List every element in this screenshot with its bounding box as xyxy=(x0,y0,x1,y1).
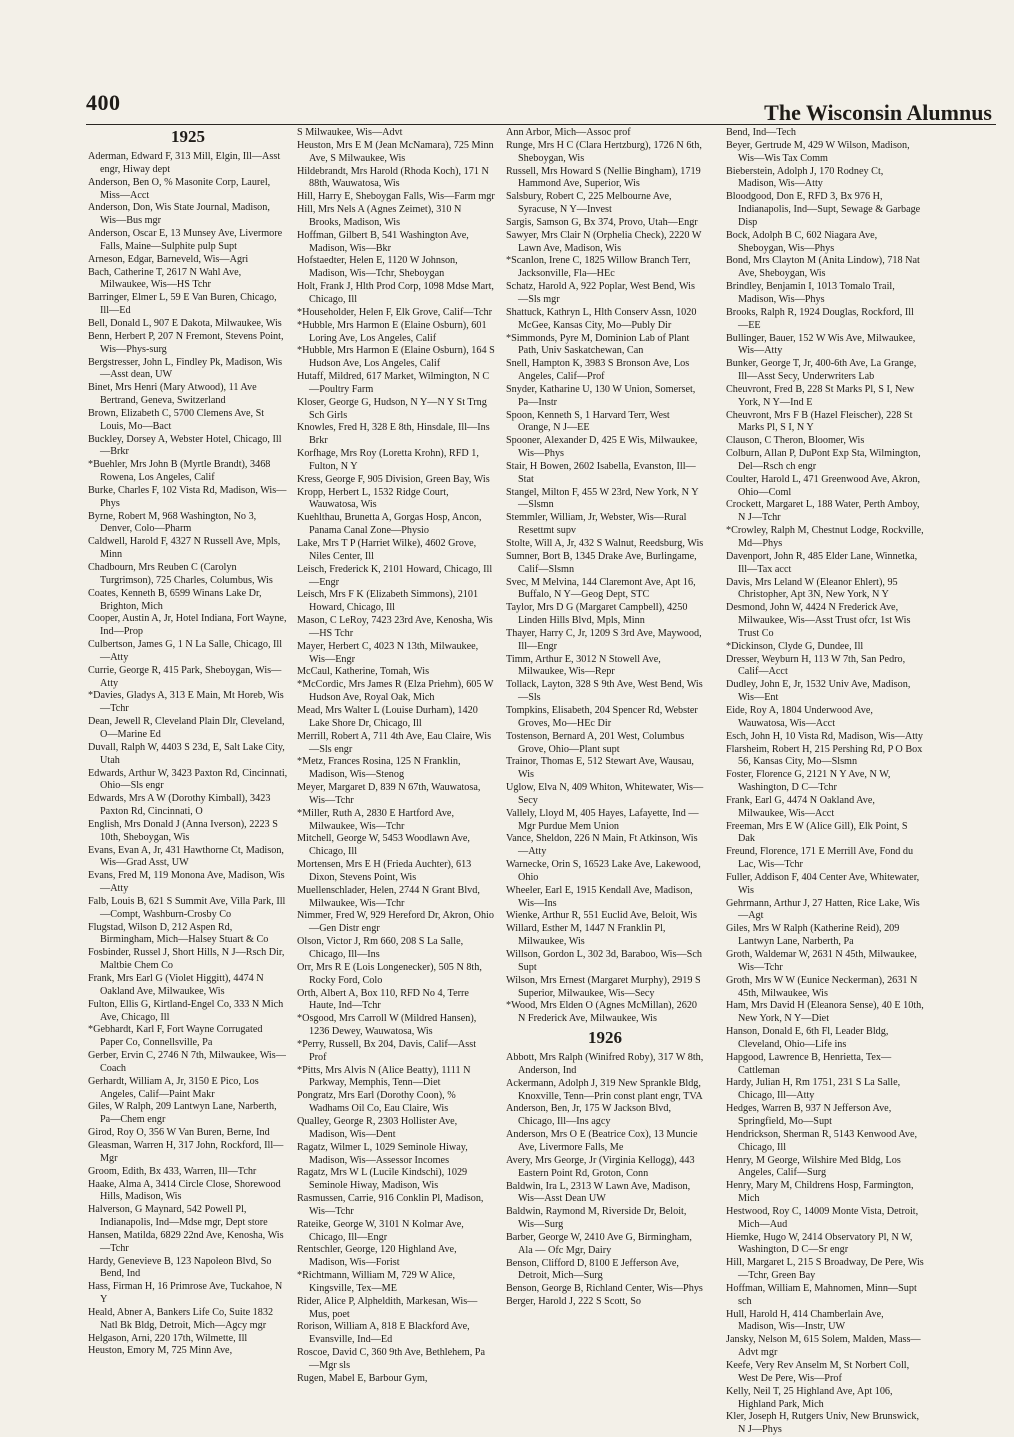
directory-entry: Mayer, Herbert C, 4023 N 13th, Milwaukee, Wis—Engr xyxy=(297,640,479,665)
directory-entry: Evans, Fred M, 119 Monona Ave, Madison, Wis—Atty xyxy=(88,870,285,895)
directory-entry: Ackermann, Adolph J, 319 New Sprankle Bldg, Knoxville, Tenn—Prin const plant engr, TVA xyxy=(506,1077,703,1102)
directory-entry: Arneson, Edgar, Barneveld, Wis—Agri xyxy=(88,253,249,265)
directory-entry: Hestwood, Roy C, 14009 Monte Vista, Detroit, Mich—Aud xyxy=(726,1205,919,1230)
directory-entry: Henry, Mary M, Childrens Hosp, Farmington, Mich xyxy=(726,1180,914,1205)
directory-entry: Binet, Mrs Henri (Mary Atwood), 11 Ave Bertrand, Geneva, Switzerland xyxy=(88,382,257,407)
directory-entry: *Hubble, Mrs Harmon E (Elaine Osburn), 164 S Hudson Ave, Los Angeles, Calif xyxy=(297,345,495,370)
directory-entry: Heuston, Emory M, 725 Minn Ave, xyxy=(88,1345,233,1357)
directory-entry: Barringer, Elmer L, 59 E Van Buren, Chicago, Ill—Ed xyxy=(88,292,277,317)
directory-entry: Heald, Abner A, Bankers Life Co, Suite 1832 Natl Bk Bldg, Detroit, Mich—Agcy mgr xyxy=(88,1306,274,1331)
directory-entry: Benn, Herbert P, 207 N Fremont, Stevens Point, Wis—Phys-surg xyxy=(88,330,284,355)
directory-entry: Rider, Alice P, Alpheldith, Markesan, Wis—Mus, poet xyxy=(297,1295,478,1320)
directory-entry: Uglow, Elva N, 409 Whiton, Whitewater, Wis—Secy xyxy=(506,782,704,806)
directory-entry: Baldwin, Raymond M, Riverside Dr, Beloit, Wis—Surg xyxy=(506,1206,687,1231)
directory-entry: Dudley, John E, Jr, 1532 Univ Ave, Madison, Wis—Ent xyxy=(726,679,911,704)
directory-entry: Anderson, Oscar E, 13 Munsey Ave, Livermore Falls, Maine—Sulphite pulp Supt xyxy=(88,228,283,252)
directory-entry: Benson, Clifford D, 8100 E Jefferson Ave, Detroit, Mich—Surg xyxy=(506,1257,679,1282)
class-year-heading: 1925 xyxy=(171,127,205,146)
directory-entry: Wheeler, Earl E, 1915 Kendall Ave, Madison, Wis—Ins xyxy=(506,884,693,909)
class-year-heading: 1926 xyxy=(588,1028,622,1048)
directory-entry: *Perry, Russell, Bx 204, Davis, Calif—Asst Prof xyxy=(297,1038,477,1063)
directory-entry: Wilson, Mrs Ernest (Margaret Murphy), 2919 S Superior, Milwaukee, Wis—Secy xyxy=(506,974,701,999)
directory-entry: Orth, Albert A, Box 110, RFD No 4, Terre Haute, Ind—Tchr xyxy=(297,987,469,1012)
directory-entry: Clauson, C Theron, Bloomer, Wis xyxy=(726,435,865,447)
directory-entry: Trainor, Thomas E, 512 Stewart Ave, Wausau, Wis xyxy=(506,756,694,781)
directory-entry: Sumner, Bort B, 1345 Drake Ave, Burlingame, Calif—Slsmn xyxy=(506,550,697,575)
directory-entry: Cheuvront, Fred B, 228 St Marks Pl, S I, New York, N Y—Ind E xyxy=(726,383,915,408)
directory-entry: *Dickinson, Clyde G, Dundee, Ill xyxy=(726,640,864,652)
directory-entry: Orr, Mrs R E (Lois Longenecker), 505 N 8th, Rocky Ford, Colo xyxy=(297,961,482,986)
directory-entry: Culbertson, James G, 1 N La Salle, Chicago, Ill—Atty xyxy=(88,639,283,663)
directory-entry: Sawyer, Mrs Clair N (Orphelia Check), 2220 W Lawn Ave, Madison, Wis xyxy=(506,229,702,254)
directory-entry: Abbott, Mrs Ralph (Winifred Roby), 317 W 8th, Anderson, Ind xyxy=(506,1052,704,1076)
directory-entry: Muellenschlader, Helen, 2744 N Grant Blvd, Milwaukee, Wis—Tchr xyxy=(297,884,480,909)
directory-entry: Hoffman, Gilbert B, 541 Washington Ave, Madison, Wis—Bkr xyxy=(297,229,469,254)
directory-entry: Hansen, Matilda, 6829 22nd Ave, Kenosha, Wis—Tchr xyxy=(88,1229,284,1254)
entry-list xyxy=(726,127,924,1437)
directory-entry: Vance, Sheldon, 226 N Main, Ft Atkinson, Wis—Atty xyxy=(506,833,698,858)
directory-entry: Groth, Mrs W W (Eunice Neckerman), 2631 N 45th, Milwaukee, Wis xyxy=(726,974,918,999)
directory-entry: Hass, Firman H, 16 Primrose Ave, Tuckahoe, N Y xyxy=(88,1281,283,1306)
directory-entry: Bock, Adolph B C, 602 Niagara Ave, Sheboygan, Wis—Phys xyxy=(726,229,878,254)
directory-entry: Barber, George W, 2410 Ave G, Birmingham, Ala — Ofc Mgr, Dairy xyxy=(506,1231,692,1256)
directory-entry: Eide, Roy A, 1804 Underwood Ave, Wauwatosa, Wis—Acct xyxy=(726,704,873,729)
directory-entry: Freund, Florence, 171 E Merrill Ave, Fond du Lac, Wis—Tchr xyxy=(726,846,914,871)
directory-entry: Gleasman, Warren H, 317 John, Rockford, Ill—Mgr xyxy=(88,1139,284,1164)
directory-entry: Tostenson, Bernard A, 201 West, Columbus Grove, Ohio—Plant supt xyxy=(506,730,685,755)
directory-entry: Timm, Arthur E, 3012 N Stowell Ave, Milwaukee, Wis—Repr xyxy=(506,653,661,678)
directory-entry: Kropp, Herbert L, 1532 Ridge Court, Wauwatosa, Wis xyxy=(297,486,449,511)
directory-entry: *Metz, Frances Rosina, 125 N Franklin, Madison, Wis—Stenog xyxy=(297,756,461,781)
directory-entry: Shattuck, Kathryn L, Hlth Conserv Assn, 1020 McGee, Kansas City, Mo—Publy Dir xyxy=(506,306,697,331)
directory-entry: Fuller, Addison F, 404 Center Ave, Whitewater, Wis xyxy=(726,871,920,896)
entry-list xyxy=(297,127,495,1386)
column-1 xyxy=(88,127,288,1358)
directory-entry: Thayer, Harry C, Jr, 1209 S 3rd Ave, Maywood, Ill—Engr xyxy=(506,627,702,652)
directory-entry: Jansky, Nelson M, 615 Solem, Malden, Mass—Advt mgr xyxy=(726,1334,921,1359)
directory-entry: Baldwin, Ira L, 2313 W Lawn Ave, Madison, Wis—Asst Dean UW xyxy=(506,1180,691,1205)
directory-entry: Sargis, Samson G, Bx 374, Provo, Utah—Engr xyxy=(506,216,698,228)
directory-entry: Girod, Roy O, 356 W Van Buren, Berne, Ind xyxy=(88,1127,270,1139)
directory-entry: Coates, Kenneth B, 6599 Winans Lake Dr, Brighton, Mich xyxy=(88,587,262,612)
directory-entry: Falb, Louis B, 621 S Summit Ave, Villa Park, Ill—Compt, Washburn-Crosby Co xyxy=(88,895,286,920)
directory-entry: Haake, Alma A, 3414 Circle Close, Shorewood Hills, Madison, Wis xyxy=(88,1178,281,1203)
directory-entry: Brown, Elizabeth C, 5700 Clemens Ave, St Louis, Mo—Bact xyxy=(88,407,265,432)
directory-entry: Anderson, Don, Wis State Journal, Madison, Wis—Bus mgr xyxy=(88,202,270,227)
directory-entry: Hendrickson, Sherman R, 5143 Kenwood Ave, Chicago, Ill xyxy=(726,1128,918,1153)
directory-entry: Rateike, George W, 3101 N Kolmar Ave, Chicago, Ill—Engr xyxy=(297,1218,464,1243)
directory-entry: Runge, Mrs H C (Clara Hertzburg), 1726 N 6th, Sheboygan, Wis xyxy=(506,139,702,164)
directory-entry: Hildebrandt, Mrs Harold (Rhoda Koch), 171 N 88th, Wauwatosa, Wis xyxy=(297,165,489,190)
directory-entry: Willson, Gordon L, 302 3d, Baraboo, Wis—Sch Supt xyxy=(506,949,702,973)
directory-entry: Gerhardt, William A, Jr, 3150 E Pico, Los Angeles, Calif—Paint Makr xyxy=(88,1075,259,1100)
directory-entry: Flarsheim, Robert H, 215 Pershing Rd, P O Box 56, Kansas City, Mo—Slsmn xyxy=(726,743,923,768)
directory-entry: *Pitts, Mrs Alvis N (Alice Beatty), 1111 N Parkway, Memphis, Tenn—Diet xyxy=(297,1064,471,1089)
directory-entry: Hanson, Donald E, 6th Fl, Leader Bldg, Cleveland, Ohio—Life ins xyxy=(726,1026,889,1050)
directory-entry: Anderson, Ben, Jr, 175 W Jackson Blvd, Chicago, Ill—Ins agcy xyxy=(506,1103,672,1128)
directory-entry: Desmond, John W, 4424 N Frederick Ave, Milwaukee, Wis—Asst Trust ofcr, 1st Wis Trust Co xyxy=(726,602,911,639)
directory-entry: Bend, Ind—Tech xyxy=(726,127,797,138)
directory-entry: Tollack, Layton, 328 S 9th Ave, West Bend, Wis—Sls xyxy=(506,679,703,704)
directory-entry: Caldwell, Harold F, 4327 N Russell Ave, Mpls, Minn xyxy=(88,536,281,561)
directory-entry: Freeman, Mrs E W (Alice Gill), Elk Point, S Dak xyxy=(726,820,908,845)
directory-entry: Byrne, Robert M, 968 Washington, No 3, Denver, Colo—Pharm xyxy=(88,510,257,535)
directory-entry: McCaul, Katherine, Tomah, Wis xyxy=(297,666,430,678)
directory-entry: Chadbourn, Mrs Reuben C (Carolyn Turgrimson), 725 Charles, Columbus, Wis xyxy=(88,562,273,586)
directory-entry: Davenport, John R, 485 Elder Lane, Winnetka, Ill—Tax acct xyxy=(726,550,918,575)
directory-entry: Duvall, Ralph W, 4403 S 23d, E, Salt Lake City, Utah xyxy=(88,741,285,766)
directory-entry: Helgason, Arni, 220 17th, Wilmette, Ill xyxy=(88,1332,248,1344)
directory-entry: Korfhage, Mrs Roy (Loretta Krohn), RFD 1, Fulton, N Y xyxy=(297,448,479,472)
directory-entry: Bergstresser, John L, Findley Pk, Madison, Wis—Asst dean, UW xyxy=(88,356,283,381)
directory-entry: Burke, Charles F, 102 Vista Rd, Madison, Wis—Phys xyxy=(88,484,287,509)
directory-entry: Rasmussen, Carrie, 916 Conklin Pl, Madison, Wis—Tchr xyxy=(297,1193,484,1217)
directory-entry: Hill, Mrs Nels A (Agnes Zeimet), 310 N Brooks, Madison, Wis xyxy=(297,204,462,228)
directory-entry: Ham, Mrs David H (Eleanora Sense), 40 E 10th, New York, N Y—Diet xyxy=(726,1000,924,1025)
column-4 xyxy=(726,127,924,1437)
directory-entry: S Milwaukee, Wis—Advt xyxy=(297,127,403,138)
directory-entry: Halverson, G Maynard, 542 Powell Pl, Indianapolis, Ind—Mdse mgr, Dept store xyxy=(88,1204,268,1229)
directory-entry: Spooner, Alexander D, 425 E Wis, Milwaukee, Wis—Phys xyxy=(506,435,698,460)
directory-entry: Evans, Evan A, Jr, 431 Hawthorne Ct, Madison, Wis—Grad Asst, UW xyxy=(88,844,284,869)
directory-entry: Stemmler, William, Jr, Webster, Wis—Rural Resettmt supv xyxy=(506,512,687,537)
directory-entry: Merrill, Robert A, 711 4th Ave, Eau Claire, Wis—Sls engr xyxy=(297,730,492,755)
directory-entry: Cooper, Austin A, Jr, Hotel Indiana, Fort Wayne, Ind—Prop xyxy=(88,613,287,638)
directory-entry: Bullinger, Bauer, 152 W Wis Ave, Milwaukee, Wis—Atty xyxy=(726,332,916,357)
directory-entry: Crockett, Margaret L, 188 Water, Perth Amboy, N J—Tchr xyxy=(726,499,920,524)
directory-entry: Hedges, Warren B, 937 N Jefferson Ave, Springfield, Mo—Supt xyxy=(726,1103,892,1127)
directory-entry: Wienke, Arthur R, 551 Euclid Ave, Beloit, Wis xyxy=(506,910,697,922)
directory-entry: Snyder, Katharine U, 130 W Union, Somerset, Pa—Instr xyxy=(506,383,696,408)
directory-entry: Schatz, Harold A, 922 Poplar, West Bend, Wis—Sls mgr xyxy=(506,281,695,305)
directory-entry: *Miller, Ruth A, 2830 E Hartford Ave, Milwaukee, Wis—Tchr xyxy=(297,807,455,832)
directory-entry: Davis, Mrs Leland W (Eleanor Ehlert), 95 Christopher, Apt 3N, New York, N Y xyxy=(726,576,898,601)
directory-entry: Hofstaedter, Helen E, 1120 W Johnson, Madison, Wis—Tchr, Sheboygan xyxy=(297,255,458,280)
directory-entry: Bunker, George T, Jr, 400-6th Ave, La Grange, Ill—Asst Secy, Underwriters Lab xyxy=(726,358,917,383)
column-3 xyxy=(506,127,704,1309)
directory-entry: Vallely, Lloyd M, 405 Hayes, Lafayette, Ind — Mgr Purdue Mem Union xyxy=(506,807,699,832)
directory-entry: Benson, George B, Richland Center, Wis—Phys xyxy=(506,1283,703,1295)
directory-entry: Nimmer, Fred W, 929 Hereford Dr, Akron, Ohio—Gen Distr engr xyxy=(297,910,494,935)
directory-entry: Svec, M Melvina, 144 Claremont Ave, Apt 16, Buffalo, N Y—Geog Dept, STC xyxy=(506,576,696,601)
directory-entry: Anderson, Mrs O E (Beatrice Cox), 13 Muncie Ave, Livermore Falls, Me xyxy=(506,1129,698,1153)
directory-entry: Mason, C LeRoy, 7423 23rd Ave, Kenosha, Wis—HS Tchr xyxy=(297,615,493,639)
directory-entry: Kloser, George G, Hudson, N Y—N Y St Trng Sch Girls xyxy=(297,396,487,421)
directory-entry: Kuehlthau, Brunetta A, Gorgas Hosp, Ancon, Panama Canal Zone—Physio xyxy=(297,512,482,537)
directory-entry: Giles, Mrs W Ralph (Katherine Reid), 209 Lantwyn Lane, Narberth, Pa xyxy=(726,923,900,948)
directory-entry: Frank, Mrs Earl G (Violet Higgitt), 4474 N Oakland Ave, Milwaukee, Wis xyxy=(88,973,264,997)
directory-entry: Pongratz, Mrs Earl (Dorothy Coon), % Wadhams Oil Co, Eau Claire, Wis xyxy=(297,1090,456,1115)
directory-entry: Aderman, Edward F, 313 Mill, Elgin, Ill—Asst engr, Hiway dept xyxy=(88,151,281,175)
directory-entry: Kress, George F, 905 Division, Green Bay, Wis xyxy=(297,473,490,485)
directory-entry: Qualley, George R, 2303 Hollister Ave, Madison, Wis—Dent xyxy=(297,1115,458,1140)
running-title: The Wisconsin Alumnus xyxy=(764,100,992,125)
directory-entry: Olson, Victor J, Rm 660, 208 S La Salle, Chicago, Ill—Ins xyxy=(297,936,464,960)
directory-entry: Hull, Harold H, 414 Chamberlain Ave, Madison, Wis—Instr, UW xyxy=(726,1308,884,1333)
directory-entry: Keefe, Very Rev Anselm M, St Norbert Coll, West De Pere, Wis—Prof xyxy=(726,1360,910,1384)
directory-entry: *Osgood, Mrs Carroll W (Mildred Hansen), 1236 Dewey, Wauwatosa, Wis xyxy=(297,1013,477,1038)
directory-entry: Mitchell, George W, 5453 Woodlawn Ave, Chicago, Ill xyxy=(297,833,470,858)
directory-entry: Edwards, Arthur W, 3423 Paxton Rd, Cincinnati, Ohio—Sls engr xyxy=(88,767,288,792)
directory-entry: Leisch, Mrs F K (Elizabeth Simmons), 2101 Howard, Chicago, Ill xyxy=(297,589,479,614)
directory-entry: Knowles, Fred H, 328 E 8th, Hinsdale, Ill—Ins Brkr xyxy=(297,422,490,447)
directory-entry: Willard, Esther M, 1447 N Franklin Pl, Milwaukee, Wis xyxy=(506,923,666,948)
directory-entry: *Crowley, Ralph M, Chestnut Lodge, Rockville, Md—Phys xyxy=(726,525,924,549)
directory-entry: Hardy, Genevieve B, 123 Napoleon Blvd, So Bend, Ind xyxy=(88,1255,272,1280)
directory-entry: Avery, Mrs George, Jr (Virginia Kellogg), 443 Eastern Point Rd, Groton, Conn xyxy=(506,1154,695,1179)
directory-entry: Frank, Earl G, 4474 N Oakland Ave, Milwaukee, Wis—Acct xyxy=(726,794,875,819)
directory-entry: Holt, Frank J, Hlth Prod Corp, 1098 Mdse Mart, Chicago, Ill xyxy=(297,281,494,305)
directory-entry: Colburn, Allan P, DuPont Exp Sta, Wilmington, Del—Rsch ch engr xyxy=(726,448,921,472)
entry-list xyxy=(506,127,704,1026)
directory-entry: Fulton, Ellis G, Kirtland-Engel Co, 333 N Mich Ave, Chicago, Ill xyxy=(88,998,284,1023)
directory-entry: Tompkins, Elisabeth, 204 Spencer Rd, Webster Groves, Mo—HEc Dir xyxy=(506,704,698,729)
directory-entry: Stolte, Will A, Jr, 432 S Walnut, Reedsburg, Wis xyxy=(506,538,704,549)
directory-entry: Kler, Joseph H, Rutgers Univ, New Brunswick, N J—Phys xyxy=(726,1411,920,1436)
directory-entry: *Householder, Helen F, Elk Grove, Calif—Tchr xyxy=(297,306,492,318)
directory-entry: Hill, Harry E, Sheboygan Falls, Wis—Farm mgr xyxy=(297,191,495,203)
directory-entry: Fosbinder, Russel J, Short Hills, N J—Rsch Dir, Maltbie Chem Co xyxy=(88,947,285,972)
directory-entry: Beyer, Gertrude M, 429 W Wilson, Madison, Wis—Wis Tax Comm xyxy=(726,139,910,164)
directory-entry: *Simmonds, Pyre M, Dominion Lab of Plant Path, Univ Saskatchewan, Can xyxy=(506,332,690,357)
directory-entry: Gehrmann, Arthur J, 27 Hatten, Rice Lake, Wis—Agt xyxy=(726,897,920,922)
directory-entry: Rugen, Mabel E, Barbour Gym, xyxy=(297,1372,428,1384)
directory-entry: Coulter, Harold L, 471 Greenwood Ave, Akron, Ohio—Coml xyxy=(726,473,921,498)
directory-entry: *Scanlon, Irene C, 1825 Willow Branch Terr, Jacksonville, Fla—HEc xyxy=(506,255,691,280)
directory-entry: Salsbury, Robert C, 225 Melbourne Ave, Syracuse, N Y—Invest xyxy=(506,191,672,216)
directory-entry: Edwards, Mrs A W (Dorothy Kimball), 3423 Paxton Rd, Cincinnati, O xyxy=(88,793,271,818)
directory-entry: Hardy, Julian H, Rm 1751, 231 S La Salle, Chicago, Ill—Atty xyxy=(726,1077,901,1102)
directory-entry: Bell, Donald L, 907 E Dakota, Milwaukee, Wis xyxy=(88,317,282,329)
directory-entry: Dresser, Weyburn H, 113 W 7th, San Pedro, Calif—Acct xyxy=(726,653,906,678)
directory-entry: Gerber, Ervin C, 2746 N 7th, Milwaukee, Wis—Coach xyxy=(88,1050,286,1074)
directory-entry: Stangel, Milton F, 455 W 23rd, New York, N Y—Slsmn xyxy=(506,486,699,511)
directory-entry: Rorison, William A, 818 E Blackford Ave, Evansville, Ind—Ed xyxy=(297,1321,470,1346)
directory-entry: Spoon, Kenneth S, 1 Harvard Terr, West Orange, N J—EE xyxy=(506,409,670,434)
directory-entry: English, Mrs Donald J (Anna Iverson), 2223 S 10th, Sheboygan, Wis xyxy=(88,818,278,843)
directory-entry: Leisch, Frederick K, 2101 Howard, Chicago, Ill—Engr xyxy=(297,563,493,588)
directory-entry: Anderson, Ben O, % Masonite Corp, Laurel, Miss—Acct xyxy=(88,176,271,201)
directory-entry: *Richtmann, William M, 729 W Alice, Kingsville, Tex—ME xyxy=(297,1270,456,1294)
directory-entry: Cheuvront, Mrs F B (Hazel Fleischer), 228 St Marks Pl, S I, N Y xyxy=(726,409,913,434)
directory-entry: Hapgood, Lawrence B, Henrietta, Tex—Cattleman xyxy=(726,1051,892,1076)
directory-entry: *Gebhardt, Karl F, Fort Wayne Corrugated Paper Co, Connellsville, Pa xyxy=(88,1024,263,1049)
directory-entry: *Wood, Mrs Elden O (Agnes McMillan), 2620 N Frederick Ave, Milwaukee, Wis xyxy=(506,1000,698,1025)
directory-entry: Buckley, Dorsey A, Webster Hotel, Chicago, Ill—Brkr xyxy=(88,433,282,458)
directory-entry: Esch, John H, 10 Vista Rd, Madison, Wis—Atty xyxy=(726,730,923,742)
directory-entry: Hill, Margaret L, 215 S Broadway, De Pere, Wis—Tchr, Green Bay xyxy=(726,1257,924,1282)
directory-entry: Rentschler, George, 120 Highland Ave, Madison, Wis—Forist xyxy=(297,1244,457,1269)
directory-entry: Foster, Florence G, 2121 N Y Ave, N W, Washington, D C—Tchr xyxy=(726,769,891,794)
directory-entry: Roscoe, David C, 360 9th Ave, Bethlehem, Pa—Mgr sls xyxy=(297,1347,485,1371)
header-rule xyxy=(86,124,996,125)
directory-entry: Mead, Mrs Walter L (Louise Durham), 1420 Lake Shore Dr, Chicago, Ill xyxy=(297,704,478,729)
directory-entry: Groth, Waldemar W, 2631 N 45th, Milwaukee, Wis—Tchr xyxy=(726,949,917,973)
directory-entry: Brooks, Ralph R, 1924 Douglas, Rockford, Ill—EE xyxy=(726,306,914,331)
directory-entry: Berger, Harold J, 222 S Scott, So xyxy=(506,1296,641,1308)
directory-entry: Currie, George R, 415 Park, Sheboygan, Wis—Atty xyxy=(88,664,282,689)
column-2 xyxy=(297,127,495,1386)
directory-entry: Dean, Jewell R, Cleveland Plain Dlr, Cleveland, O—Marine Ed xyxy=(88,716,285,740)
directory-entry: Hiemke, Hugo W, 2414 Observatory Pl, N W, Washington, D C—Sr engr xyxy=(726,1231,913,1256)
entry-list xyxy=(506,1052,704,1309)
directory-entry: Ann Arbor, Mich—Assoc prof xyxy=(506,127,631,138)
directory-entry: Bieberstein, Adolph J, 170 Rodney Ct, Madison, Wis—Atty xyxy=(726,165,884,190)
directory-entry: Flugstad, Wilson D, 212 Aspen Rd, Birmingham, Mich—Halsey Stuart & Co xyxy=(88,921,269,946)
directory-entry: *McCordic, Mrs James R (Elza Priehm), 605 W Hudson Ave, Royal Oak, Mich xyxy=(297,679,494,704)
directory-entry: Taylor, Mrs D G (Margaret Campbell), 4250 Linden Hills Blvd, Mpls, Minn xyxy=(506,602,688,627)
page-number: 400 xyxy=(86,90,121,115)
directory-entry: Mortensen, Mrs E H (Frieda Auchter), 613 Dixon, Stevens Point, Wis xyxy=(297,859,472,883)
directory-entry: Meyer, Margaret D, 839 N 67th, Wauwatosa, Wis—Tchr xyxy=(297,782,481,806)
directory-entry: Ragatz, Wilmer L, 1029 Seminole Hiway, Madison, Wis—Assessor Incomes xyxy=(297,1141,468,1166)
directory-entry: Henry, M George, Wilshire Med Bldg, Los Angeles, Calif—Surg xyxy=(726,1154,901,1179)
entry-list xyxy=(88,151,288,1358)
directory-entry: Russell, Mrs Howard S (Nellie Bingham), 1719 Hammond Ave, Superior, Wis xyxy=(506,165,701,190)
directory-entry: *Davies, Gladys A, 313 E Main, Mt Horeb, Wis—Tchr xyxy=(88,690,284,715)
directory-entry: Ragatz, Mrs W L (Lucile Kindschi), 1029 Seminole Hiway, Madison, Wis xyxy=(297,1167,468,1192)
directory-entry: Heuston, Mrs E M (Jean McNamara), 725 Minn Ave, S Milwaukee, Wis xyxy=(297,139,494,164)
directory-entry: Brindley, Benjamin I, 1013 Tomalo Trail, Madison, Wis—Phys xyxy=(726,281,895,305)
directory-entry: Kelly, Neil T, 25 Highland Ave, Apt 106, Highland Park, Mich xyxy=(726,1385,893,1410)
directory-entry: Hoffman, William E, Mahnomen, Minn—Supt sch xyxy=(726,1282,917,1307)
directory-entry: Hutaff, Mildred, 617 Market, Wilmington, N C—Poultry Farm xyxy=(297,371,490,395)
directory-entry: Bach, Catherine T, 2617 N Wahl Ave, Milwaukee, Wis—HS Tchr xyxy=(88,266,242,291)
directory-entry: Bond, Mrs Clayton M (Anita Lindow), 718 Nat Ave, Sheboygan, Wis xyxy=(726,255,920,280)
directory-entry: Giles, W Ralph, 209 Lantwyn Lane, Narberth, Pa—Chem engr xyxy=(88,1101,277,1126)
directory-entry: Groom, Edith, Bx 433, Warren, Ill—Tchr xyxy=(88,1165,257,1177)
directory-entry: Stair, H Bowen, 2602 Isabella, Evanston, Ill—Stat xyxy=(506,460,696,485)
directory-entry: Snell, Hampton K, 3983 S Bronson Ave, Los Angeles, Calif—Prof xyxy=(506,358,690,383)
directory-entry: *Hubble, Mrs Harmon E (Elaine Osburn), 601 Loring Ave, Los Angeles, Calif xyxy=(297,319,487,344)
directory-entry: *Buehler, Mrs John B (Myrtle Brandt), 3468 Rowena, Los Angeles, Calif xyxy=(88,459,271,484)
directory-entry: Lake, Mrs T P (Harriet Wilke), 4602 Grove, Niles Center, Ill xyxy=(297,538,477,562)
directory-entry: Bloodgood, Don E, RFD 3, Bx 976 H, Indianapolis, Ind—Supt, Sewage & Garbage Disp xyxy=(726,191,921,228)
directory-entry: Warnecke, Orin S, 16523 Lake Ave, Lakewood, Ohio xyxy=(506,859,701,883)
